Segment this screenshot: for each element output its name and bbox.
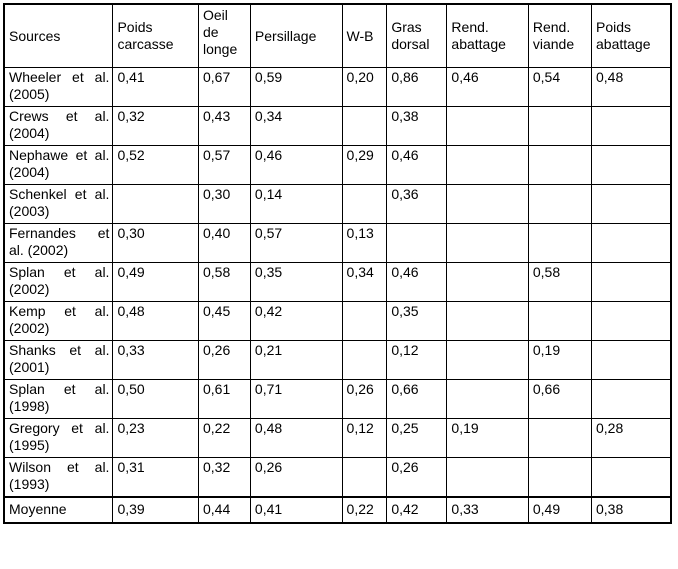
table-row (4, 146, 671, 185)
cell-source: Schenkel et al. (2003) (4, 185, 113, 224)
cell-source: Fernandes et al. (2002) (4, 224, 113, 263)
cell-poids-abattage (592, 380, 672, 419)
table-header (4, 4, 671, 68)
cell-rend-viande (528, 419, 591, 458)
cell-w-b: 0,13 (342, 224, 387, 263)
cell-poids-carcasse: 0,30 (113, 224, 199, 263)
cell-w-b: 0,34 (342, 263, 387, 302)
cell-w-b (342, 107, 387, 146)
cell-oeil-de-longe: 0,32 (198, 458, 250, 497)
cell-source: Gregory et al. (1995) (4, 419, 113, 458)
cell-poids-carcasse: 0,52 (113, 146, 199, 185)
cell-oeil-de-longe: 0,40 (198, 224, 250, 263)
cell-rend-abattage (447, 146, 528, 185)
cell-gras-dorsal (387, 224, 447, 263)
cell-poids-abattage (592, 146, 672, 185)
cell-rend-viande (528, 146, 591, 185)
cell-oeil-de-longe: 0,45 (198, 302, 250, 341)
cell-poids-abattage: 0,28 (592, 419, 672, 458)
cell-oeil-de-longe: 0,26 (198, 341, 250, 380)
cell-rend-viande: 0,58 (528, 263, 591, 302)
cell-rend-abattage (447, 224, 528, 263)
cell-rend-abattage (447, 185, 528, 224)
cell-source: Nephawe et al. (2004) (4, 146, 113, 185)
mean-row (4, 497, 671, 523)
cell-rend-abattage: 0,46 (447, 68, 528, 107)
cell-rend-abattage (447, 341, 528, 380)
header-poids-carcasse: Poids carcasse (113, 4, 199, 68)
table-row (4, 68, 671, 107)
cell-gras-dorsal: 0,35 (387, 302, 447, 341)
cell-oeil-de-longe: 0,57 (198, 146, 250, 185)
cell-w-b: 0,29 (342, 146, 387, 185)
cell-poids-abattage (592, 185, 672, 224)
cell-persillage: 0,34 (250, 107, 342, 146)
cell-poids-carcasse: 0,31 (113, 458, 199, 497)
mean-cell-persillage: 0,41 (250, 497, 342, 523)
cell-poids-carcasse: 0,49 (113, 263, 199, 302)
cell-w-b: 0,20 (342, 68, 387, 107)
cell-gras-dorsal: 0,46 (387, 263, 447, 302)
cell-poids-abattage (592, 107, 672, 146)
cell-rend-abattage (447, 107, 528, 146)
table-row (4, 380, 671, 419)
cell-gras-dorsal: 0,36 (387, 185, 447, 224)
cell-rend-viande (528, 185, 591, 224)
cell-rend-abattage (447, 380, 528, 419)
cell-oeil-de-longe: 0,67 (198, 68, 250, 107)
cell-rend-abattage: 0,19 (447, 419, 528, 458)
cell-rend-abattage (447, 458, 528, 497)
cell-persillage: 0,57 (250, 224, 342, 263)
table-row (4, 263, 671, 302)
cell-gras-dorsal: 0,12 (387, 341, 447, 380)
cell-persillage: 0,21 (250, 341, 342, 380)
mean-cell-source: Moyenne (4, 497, 113, 523)
cell-rend-viande: 0,19 (528, 341, 591, 380)
cell-gras-dorsal: 0,66 (387, 380, 447, 419)
header-w-b: W-B (342, 4, 387, 68)
mean-cell-oeil-de-longe: 0,44 (198, 497, 250, 523)
mean-cell-rend-viande: 0,49 (528, 497, 591, 523)
cell-persillage: 0,42 (250, 302, 342, 341)
mean-cell-rend-abattage: 0,33 (447, 497, 528, 523)
table-row (4, 341, 671, 380)
cell-source: Shanks et al. (2001) (4, 341, 113, 380)
cell-poids-carcasse: 0,50 (113, 380, 199, 419)
cell-persillage: 0,59 (250, 68, 342, 107)
cell-w-b: 0,26 (342, 380, 387, 419)
cell-oeil-de-longe: 0,61 (198, 380, 250, 419)
cell-poids-carcasse: 0,23 (113, 419, 199, 458)
cell-poids-carcasse: 0,33 (113, 341, 199, 380)
cell-rend-viande (528, 224, 591, 263)
cell-rend-abattage (447, 263, 528, 302)
table-row (4, 107, 671, 146)
cell-w-b (342, 302, 387, 341)
cell-rend-viande (528, 302, 591, 341)
header-persillage: Persillage (250, 4, 342, 68)
table-row (4, 302, 671, 341)
cell-rend-viande (528, 107, 591, 146)
cell-poids-abattage (592, 224, 672, 263)
cell-gras-dorsal: 0,25 (387, 419, 447, 458)
mean-cell-gras-dorsal: 0,42 (387, 497, 447, 523)
cell-rend-viande (528, 458, 591, 497)
cell-poids-abattage (592, 458, 672, 497)
cell-oeil-de-longe: 0,58 (198, 263, 250, 302)
cell-rend-abattage (447, 302, 528, 341)
cell-poids-abattage (592, 341, 672, 380)
mean-cell-poids-abattage: 0,38 (592, 497, 672, 523)
cell-persillage: 0,48 (250, 419, 342, 458)
cell-persillage: 0,26 (250, 458, 342, 497)
heritability-table-container (3, 3, 672, 524)
header-rend-viande: Rend. viande (528, 4, 591, 68)
cell-persillage: 0,14 (250, 185, 342, 224)
cell-source: Splan et al. (2002) (4, 263, 113, 302)
header-oeil-de-longe: Oeil de longe (198, 4, 250, 68)
mean-cell-w-b: 0,22 (342, 497, 387, 523)
cell-source: Kemp et al. (2002) (4, 302, 113, 341)
cell-rend-viande: 0,54 (528, 68, 591, 107)
cell-gras-dorsal: 0,46 (387, 146, 447, 185)
cell-poids-carcasse: 0,41 (113, 68, 199, 107)
cell-poids-abattage (592, 263, 672, 302)
cell-poids-abattage (592, 302, 672, 341)
table-row (4, 458, 671, 497)
header-sources: Sources (4, 4, 113, 68)
cell-rend-viande: 0,66 (528, 380, 591, 419)
cell-poids-abattage: 0,48 (592, 68, 672, 107)
heritability-table (3, 3, 672, 524)
cell-oeil-de-longe: 0,22 (198, 419, 250, 458)
mean-cell-poids-carcasse: 0,39 (113, 497, 199, 523)
cell-w-b: 0,12 (342, 419, 387, 458)
cell-source: Wilson et al. (1993) (4, 458, 113, 497)
table-row (4, 419, 671, 458)
cell-poids-carcasse: 0,32 (113, 107, 199, 146)
header-gras-dorsal: Gras dorsal (387, 4, 447, 68)
cell-oeil-de-longe: 0,43 (198, 107, 250, 146)
cell-oeil-de-longe: 0,30 (198, 185, 250, 224)
cell-poids-carcasse: 0,48 (113, 302, 199, 341)
cell-source: Wheeler et al. (2005) (4, 68, 113, 107)
cell-persillage: 0,46 (250, 146, 342, 185)
table-row (4, 224, 671, 263)
header-poids-abattage: Poids abattage (592, 4, 672, 68)
table-body (4, 68, 671, 523)
cell-w-b (342, 458, 387, 497)
header-rend-abattage: Rend. abattage (447, 4, 528, 68)
cell-gras-dorsal: 0,38 (387, 107, 447, 146)
table-row (4, 185, 671, 224)
cell-w-b (342, 341, 387, 380)
cell-poids-carcasse (113, 185, 199, 224)
cell-gras-dorsal: 0,26 (387, 458, 447, 497)
cell-persillage: 0,71 (250, 380, 342, 419)
header-row (4, 4, 671, 68)
cell-w-b (342, 185, 387, 224)
cell-source: Splan et al. (1998) (4, 380, 113, 419)
cell-persillage: 0,35 (250, 263, 342, 302)
cell-source: Crews et al. (2004) (4, 107, 113, 146)
cell-gras-dorsal: 0,86 (387, 68, 447, 107)
